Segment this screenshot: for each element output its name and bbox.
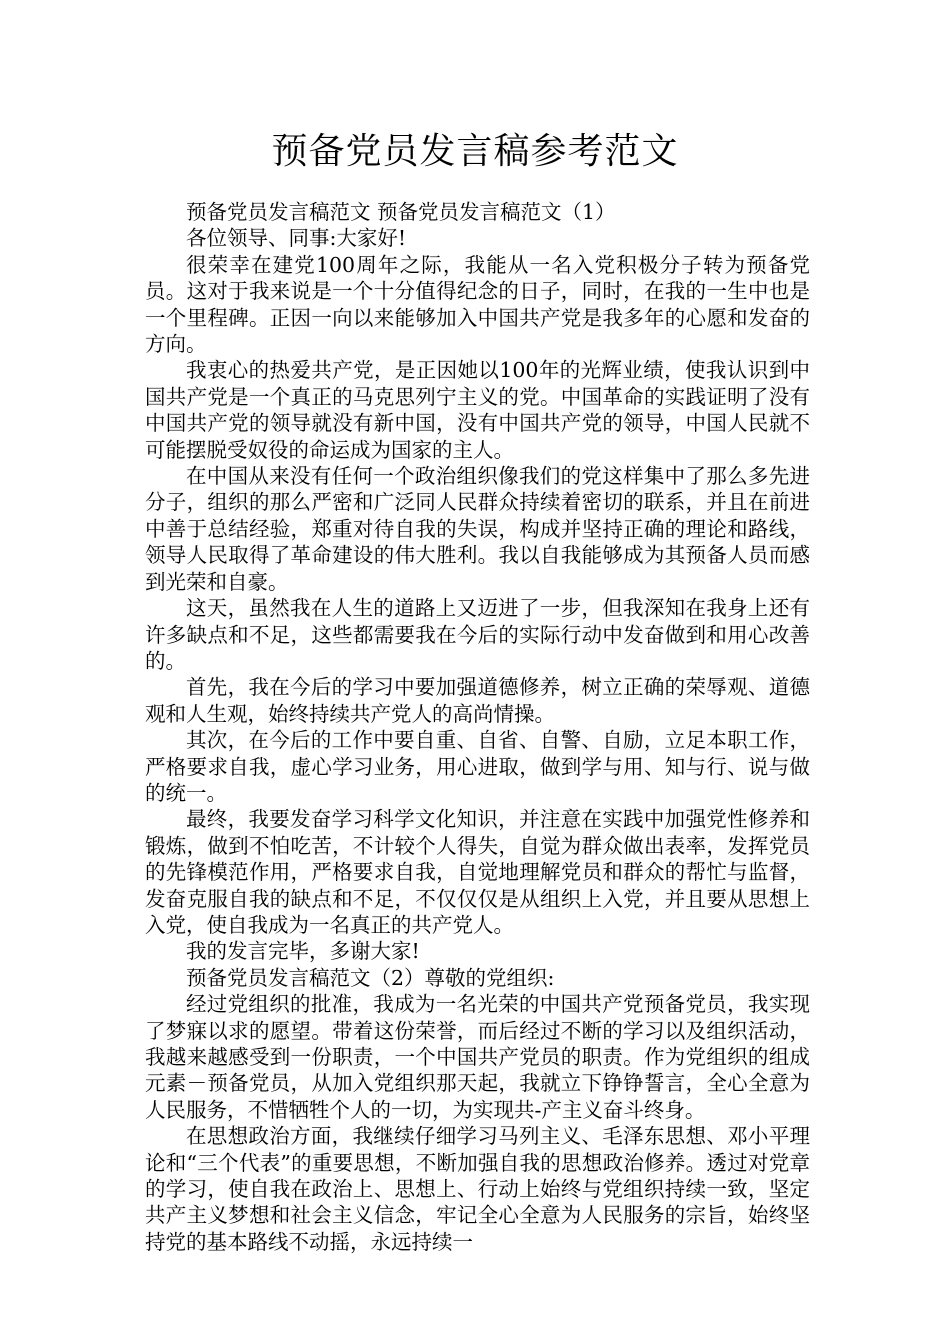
paragraph: 很荣幸在建党100周年之际，我能从一名入党积极分子转为预备党员。这对于我来说是一个十分值得纪念的日子，同时，在我的一生中也是一个里程碑。正因一向以来能够加入中国共产党是我多年的心愿和发奋的方向。	[145, 252, 810, 357]
paragraph: 最终，我要发奋学习科学文化知识，并注意在实践中加强党性修养和锻炼，做到不怕吃苦，不计较个人得失，自觉为群众做出表率，发挥党员的先锋模范作用，严格要求自我，自觉地理解党员和群众的帮忙与监督，发奋克服自我的缺点和不足，不仅仅仅是从组织上入党，并且要从思想上入党，使自我成为一名真正的共产党人。	[145, 807, 810, 937]
paragraph: 各位领导、同事:大家好!	[186, 226, 407, 251]
paragraph: 经过党组织的批准，我成为一名光荣的中国共产党预备党员，我实现了梦寐以求的愿望。带着这份荣誉，而后经过不断的学习以及组织活动，我越来越感受到一份职责，一个中国共产党员的职责。作为党组织的组成元素－预备党员，从加入党组织那天起，我就立下铮铮誓言，全心全意为人民服务，不惜牺牲个人的一切，为实现共-产主义奋斗终身。	[145, 992, 810, 1122]
paragraph: 在中国从来没有任何一个政治组织像我们的党这样集中了那么多先进分子，组织的那么严密和广泛同人民群众持续着密切的联系，并且在前进中善于总结经验，郑重对待自我的失误，构成并坚持正确的理论和路线，领导人民取得了革命建设的伟大胜利。我以自我能够成为其预备人员而感到光荣和自豪。	[145, 464, 810, 594]
paragraph: 首先，我在今后的学习中要加强道德修养，树立正确的荣辱观、道德观和人生观，始终持续共产党人的高尚情操。	[145, 675, 810, 726]
paragraph: 我衷心的热爱共产党，是正因她以100年的光辉业绩，使我认识到中国共产党是一个真正的马克思列宁主义的党。中国革命的实践证明了没有中国共产党的领导就没有新中国，没有中国共产党的领导，中国人民就不可能摆脱受奴役的命运成为国家的主人。	[145, 358, 810, 462]
paragraph: 在思想政治方面，我继续仔细学习马列主义、毛泽东思想、邓小平理论和“三个代表”的重要思想，不断加强自我的思想政治修养。透过对党章的学习，使自我在政治上、思想上、行动上始终与党组织持续一致，坚定共产主义梦想和社会主义信念，牢记全心全意为人民服务的宗旨，始终坚持党的基本路线不动摇，永远持续一	[145, 1124, 810, 1254]
paragraph: 预备党员发言稿范文（2）尊敬的党组织:	[186, 965, 555, 990]
paragraph: 预备党员发言稿范文 预备党员发言稿范文（1）	[186, 200, 616, 224]
paragraph: 其次，在今后的工作中要自重、自省、自警、自励，立足本职工作，严格要求自我，虚心学习业务，用心进取，做到学与用、知与行、说与做的统一。	[145, 728, 810, 805]
paragraph: 我的发言完毕，多谢大家!	[186, 939, 420, 964]
paragraph: 这天，虽然我在人生的道路上又迈进了一步，但我深知在我身上还有许多缺点和不足，这些都需要我在今后的实际行动中发奋做到和用心改善的。	[145, 596, 810, 673]
document-title: 预备党员发言稿参考范文	[271, 131, 679, 172]
document-body	[145, 199, 810, 1255]
